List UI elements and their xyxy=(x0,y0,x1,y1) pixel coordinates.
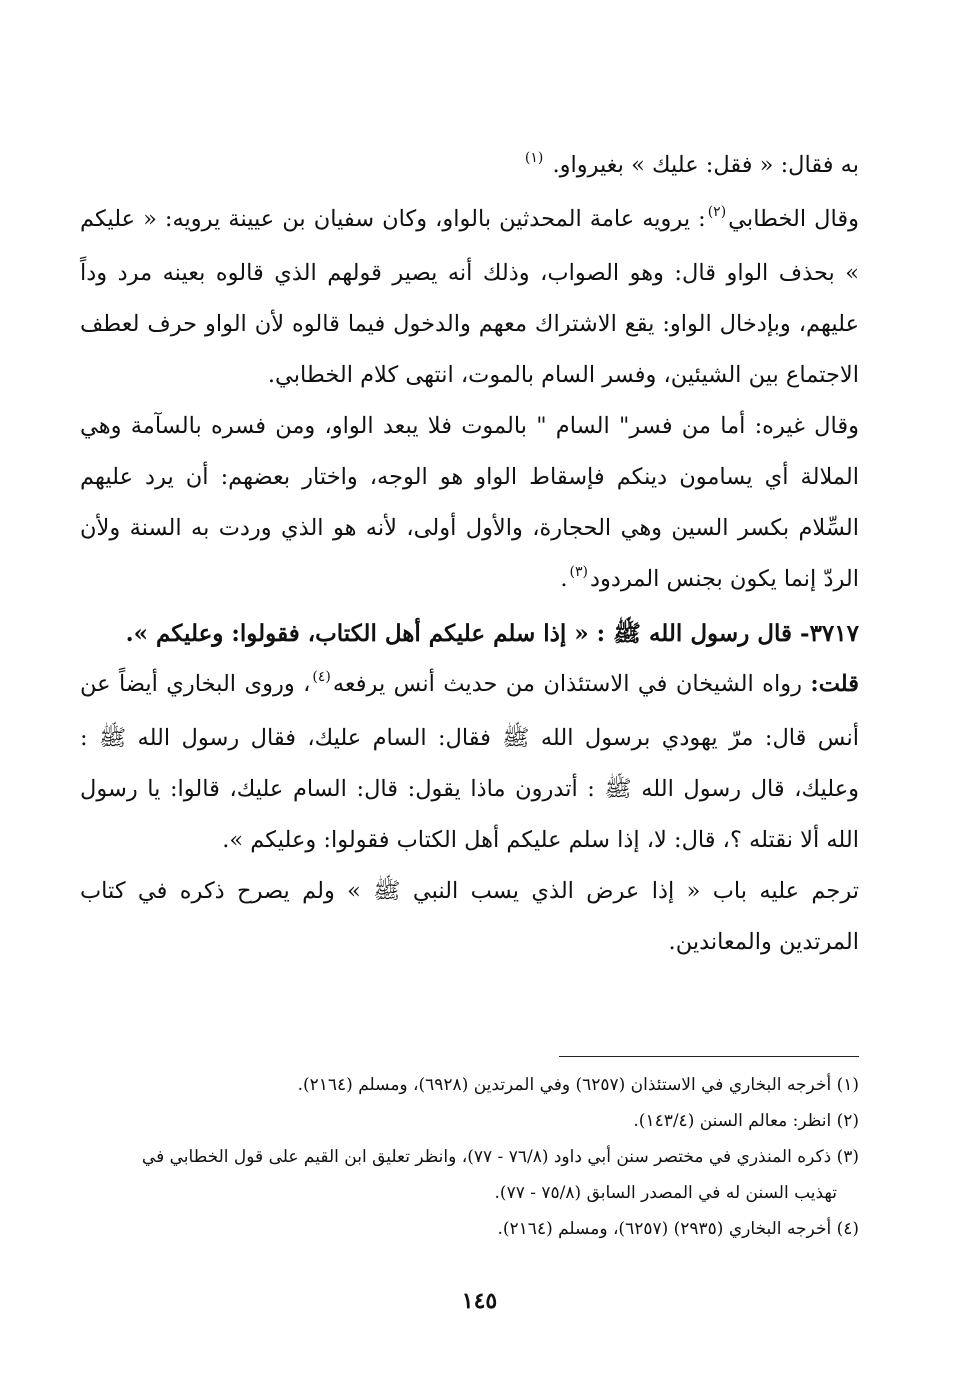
paragraph-qult xyxy=(80,659,859,866)
text-segment: رواه الشيخان في الاستئذان من حديث أنس يرفعه xyxy=(332,671,811,697)
text-segment: : يرويه عامة المحدثين بالواو، وكان سفيان بن عيينة يرويه: « عليكم » بحذف الواو قال: وهو الصواب، وذلك أنه يصير قولهم الذي قالوه بعينه مرد وداً عليهم، وبإدخال الواو: يقع الاشتراك معهم والدخول فيما قالوه لأن الواو حرف لعطف الاجتماع بين الشيئين، وفسر السام بالموت، انتهى كلام الخطابي. xyxy=(80,206,859,388)
paragraph-3 xyxy=(80,401,859,608)
text-segment: . xyxy=(560,566,568,592)
text-segment: به فقال: « فقل: عليك » بغيرواو. xyxy=(552,152,859,178)
footnote-4 xyxy=(80,1211,859,1247)
footnote-ref-2[interactable]: (٢) xyxy=(707,204,727,220)
footnote-3 xyxy=(80,1139,859,1211)
text-segment: ، وروى البخاري أيضاً عن أنس قال: مرّ يهودي برسول الله ﷺ فقال: السام عليك، فقال رسول الله ﷺ : وعليك، قال رسول الله ﷺ : أتدرون ماذا يقول: قال: السام عليك، قالوا: يا رسول الله ألا نقتله ؟، قال: لا، إذا سلم عليكم أهل الكتاب فقولوا: وعليكم ». xyxy=(80,671,859,853)
footnote-2 xyxy=(80,1103,859,1139)
text-segment: وقال الخطابي xyxy=(728,206,859,232)
footnote-divider xyxy=(559,1056,859,1057)
footnote-text: (٢) انظر: معالم السنن (١٤٣/٤). xyxy=(633,1111,859,1131)
text-segment: وقال غيره: أما من فسر" السام " بالموت فلا يبعد الواو، ومن فسره بالسآمة وهي الملالة أي يسامون دينكم فإسقاط الواو هو الوجه، واختار بعضهم: أن يرد عليهم السِّلام بكسر السين وهي الحجارة، والأول أولى، لأنه هو الذي وردت به السنة ولأن الردّ إنما يكون بجنس المردود xyxy=(80,413,859,592)
footnote-1 xyxy=(80,1067,859,1103)
hadith-heading: ٣٧١٧- قال رسول الله ﷺ : « إذا سلم عليكم أهل الكتاب، فقولوا: وعليكم ». xyxy=(125,620,859,647)
footnote-text: (٤) أخرجه البخاري (٢٩٣٥) (٦٢٥٧)، ومسلم (٢١٦٤). xyxy=(497,1219,859,1239)
footnote-ref-3[interactable]: (٣) xyxy=(569,564,588,580)
qult-label: قلت: xyxy=(810,671,859,697)
page-body xyxy=(80,140,859,1247)
footnotes xyxy=(80,1067,859,1247)
footnote-ref-4[interactable]: (٤) xyxy=(312,669,331,685)
paragraph-1 xyxy=(80,140,859,194)
paragraph-closing: ترجم عليه باب « إذا عرض الذي يسب النبي ﷺ » ولم يصرح ذكره في كتاب المرتدين والمعاندين. xyxy=(80,878,859,955)
paragraph-2 xyxy=(80,194,859,401)
footnote-ref-1[interactable]: (١) xyxy=(524,150,544,166)
footnote-text: (١) أخرجه البخاري في الاستئذان (٦٢٥٧) وفي المرتدين (٦٩٢٨)، ومسلم (٢١٦٤). xyxy=(297,1075,859,1095)
footnote-text: (٣) ذكره المنذري في مختصر سنن أبي داود (٧٦/٨ - ٧٧)، وانظر تعليق ابن القيم على قول الخطابي في xyxy=(141,1147,859,1167)
footnote-continuation: تهذيب السنن له في المصدر السابق (٧٥/٨ - ٧٧). xyxy=(494,1183,837,1203)
page-number: ١٤٥ xyxy=(461,1288,498,1314)
